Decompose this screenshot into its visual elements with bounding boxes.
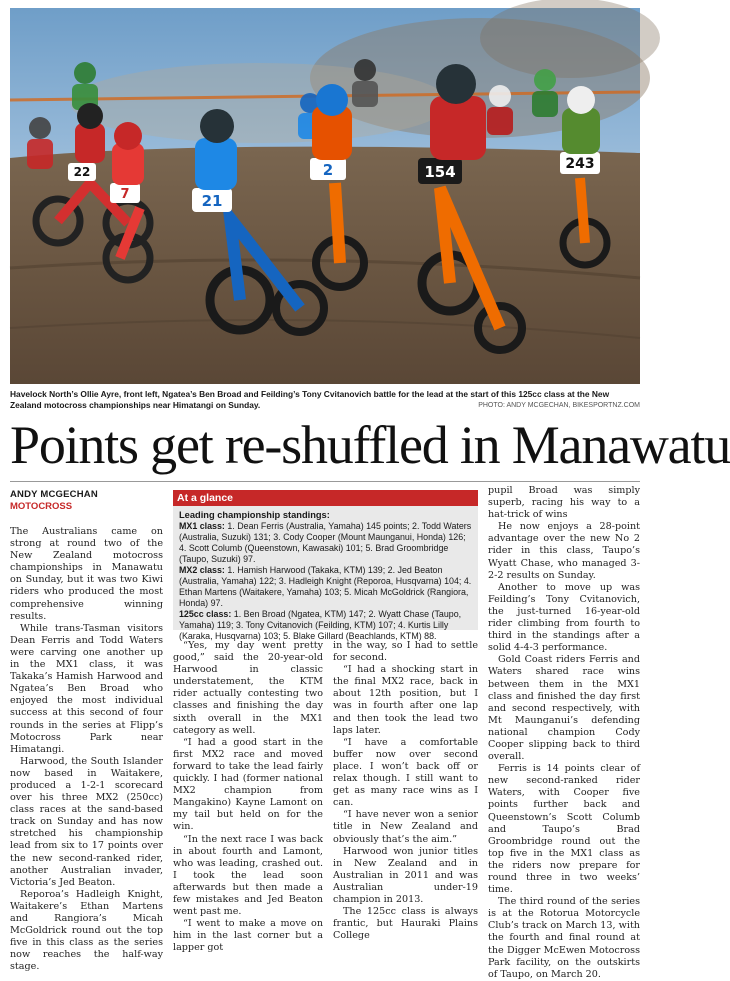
paragraph: “I had a shocking start in the final MX2 race, back in about 12th position, but I was in fourth after one lap and then took the lead two laps later.	[333, 664, 478, 736]
paragraph: Gold Coast riders Ferris and Waters shared race wins between them in the MX1 class and finished the day first and second respectively, with Mt Maunganui’s defending national champion Cody Cooper slipping back to third overall.	[488, 654, 640, 763]
paragraph: “I have a comfortable buffer now over second place. I won’t back off or relax though. I still want to get as many race wins as I can.	[333, 736, 478, 809]
paragraph: “I have never won a senior title in New Zealand and obviously that’s the aim.”	[333, 809, 478, 845]
plate-22: 22	[73, 165, 91, 179]
photo-credit: PHOTO: ANDY MCGECHAN, BIKESPORTNZ.COM	[478, 402, 640, 409]
paragraph: pupil Broad was simply superb, racing his way to a hat-trick of wins	[488, 485, 640, 521]
paragraph: “I went to make a move on him in the last corner but a lapper got	[173, 918, 323, 954]
glance-header	[173, 490, 478, 506]
plate-154: 154	[424, 163, 456, 181]
standings-mx1	[179, 521, 472, 565]
class-standings: 1. Ben Broad (Ngatea, KTM) 147; 2. Wyatt Chase (Taupo, Yamaha) 119; 3. Tony Cvitanovich (Feilding, KTM) 107; 4. Kurtis Lilly (Karaka, Husqvarna) 103; 5. Blake Gillard (Beachlands, KTM) 88.	[179, 609, 462, 641]
class-standings: 1. Dean Ferris (Australia, Yamaha) 145 points; 2. Todd Waters (Australia, Suzuki) 131; 3. Cody Cooper (Mount Maunganui, Honda) 126; 4. Scott Columb (Queenstown, Kawasaki) 101; 5. Brad Groombridge (Taupo, Suzuki) 97.	[179, 521, 472, 564]
paragraph: Harwood won junior titles in New Zealand and in Australian in 2011 and was Australian under-19 champion in 2013.	[333, 845, 478, 905]
byline	[10, 489, 160, 512]
glance-title: Leading championship standings:	[179, 510, 330, 520]
headline: Points get re-shuffled in Manawatu	[10, 415, 730, 475]
paragraph: Reporoa’s Hadleigh Knight, Waitakere’s Ethan Martens and Rangiora’s Micah McGoldrick round out the top five in this class as the series now reaches the half-way stage.	[10, 888, 163, 973]
standings-125cc	[179, 609, 472, 642]
article-column-2	[173, 640, 323, 954]
paragraph: The 125cc class is always frantic, but Hauraki Plains College	[333, 906, 478, 942]
paragraph: While trans-Tasman visitors Dean Ferris and Todd Waters were carving one another up in the MX1 class, it was Takaka’s Hamish Harwood and Ngatea’s Ben Broad who enjoyed the most individual success at this second of four rounds in the series at Flipp’s Motocross Park near Himatangi.	[10, 622, 163, 755]
plate-2: 2	[322, 161, 334, 179]
section-label: MOTOCROSS	[10, 501, 73, 512]
paragraph: in the way, so I had to settle for second.	[333, 640, 478, 664]
paragraph: Harwood, the South Islander now based in Waitakere, produced a 1-2-1 scorecard over his three MX2 (250cc) class races at the sand-based track on Sunday and has now stretched his championship lead from six to 17 points over the new second-ranked rider, another Australian invader, Victoria’s Jed Beaton.	[10, 755, 163, 888]
class-label: 125cc class:	[179, 609, 232, 619]
glance-heading: At a glance	[177, 492, 234, 504]
article-column-4	[488, 485, 640, 981]
photo-caption: Havelock North’s Ollie Ayre, front left, Ngatea’s Ben Broad and Feilding’s Tony Cvitanovich battle for the lead at the start of this 125cc class at the New Zealand motocross championships near Himatangi on Sunday.	[10, 389, 610, 410]
headline-rule	[10, 481, 640, 482]
paragraph: Ferris is 14 points clear of new second-ranked rider Waters, with Cooper five points further back and Queenstown’s Scott Columb and Taupo’s Brad Groombridge round out the top five in the MX1 class as the riders now prepare for round three in two weeks’ time.	[488, 763, 640, 896]
class-label: MX1 class:	[179, 521, 225, 531]
paragraph: “In the next race I was back in about fourth and Lamont, who was leading, crashed out. I took the lead soon afterwards but then made a few mistakes and Jed Beaton went past me.	[173, 833, 323, 918]
race-photo	[10, 8, 640, 384]
paragraph: The third round of the series is at the Rotorua Motorcycle Club’s track on March 13, with the fourth and final round at the Digger McEwen Motocross Park facility, on the outskirts of Taupo, on March 20.	[488, 896, 640, 980]
article-column-3	[333, 640, 478, 942]
class-label: MX2 class:	[179, 565, 225, 575]
paragraph: The Australians came on strong at round two of the New Zealand motocross championships in Manawatu on Sunday, but it was two Kiwi riders who produced the most comprehensive winning results.	[10, 526, 163, 622]
paragraph: Another to move up was Feilding’s Tony Cvitanovich, the just-turned 16-year-old rider climbing from fourth to third in the standings after a solid 4-4-3 performance.	[488, 581, 640, 654]
byline-author: ANDY MCGECHAN	[10, 489, 98, 500]
paragraph: He now enjoys a 28-point advantage over the new No 2 rider in this class, Taupo’s Wyatt Chase, who managed 3-2-2 results on Sunday.	[488, 521, 640, 581]
paragraph: “Yes, my day went pretty good,” said the 20-year-old Harwood in classic understatement, the KTM rider actually contesting two classes and finishing the day sixth overall in the MX1 category as well.	[173, 640, 323, 736]
class-standings: 1. Hamish Harwood (Takaka, KTM) 139; 2. Jed Beaton (Australia, Yamaha) 122; 3. Hadleigh Knight (Reporoa, Husqvarna) 104; 4. Ethan Martens (Waitakere, Yamaha) 103; 5. Micah McGoldrick (Rangiora, Honda) 97.	[179, 565, 472, 608]
plate-21: 21	[201, 192, 223, 210]
plate-7: 7	[120, 187, 130, 202]
plate-243: 243	[565, 156, 595, 172]
at-a-glance-box	[173, 490, 478, 641]
paragraph: “I had a good start in the first MX2 race and moved forward to take the lead fairly quickly. I had (former national MX2 champion from Mangakino) Kayne Lamont on my tail but held on for the win.	[173, 736, 323, 833]
standings-mx2	[179, 565, 472, 609]
article-column-1	[10, 526, 163, 973]
